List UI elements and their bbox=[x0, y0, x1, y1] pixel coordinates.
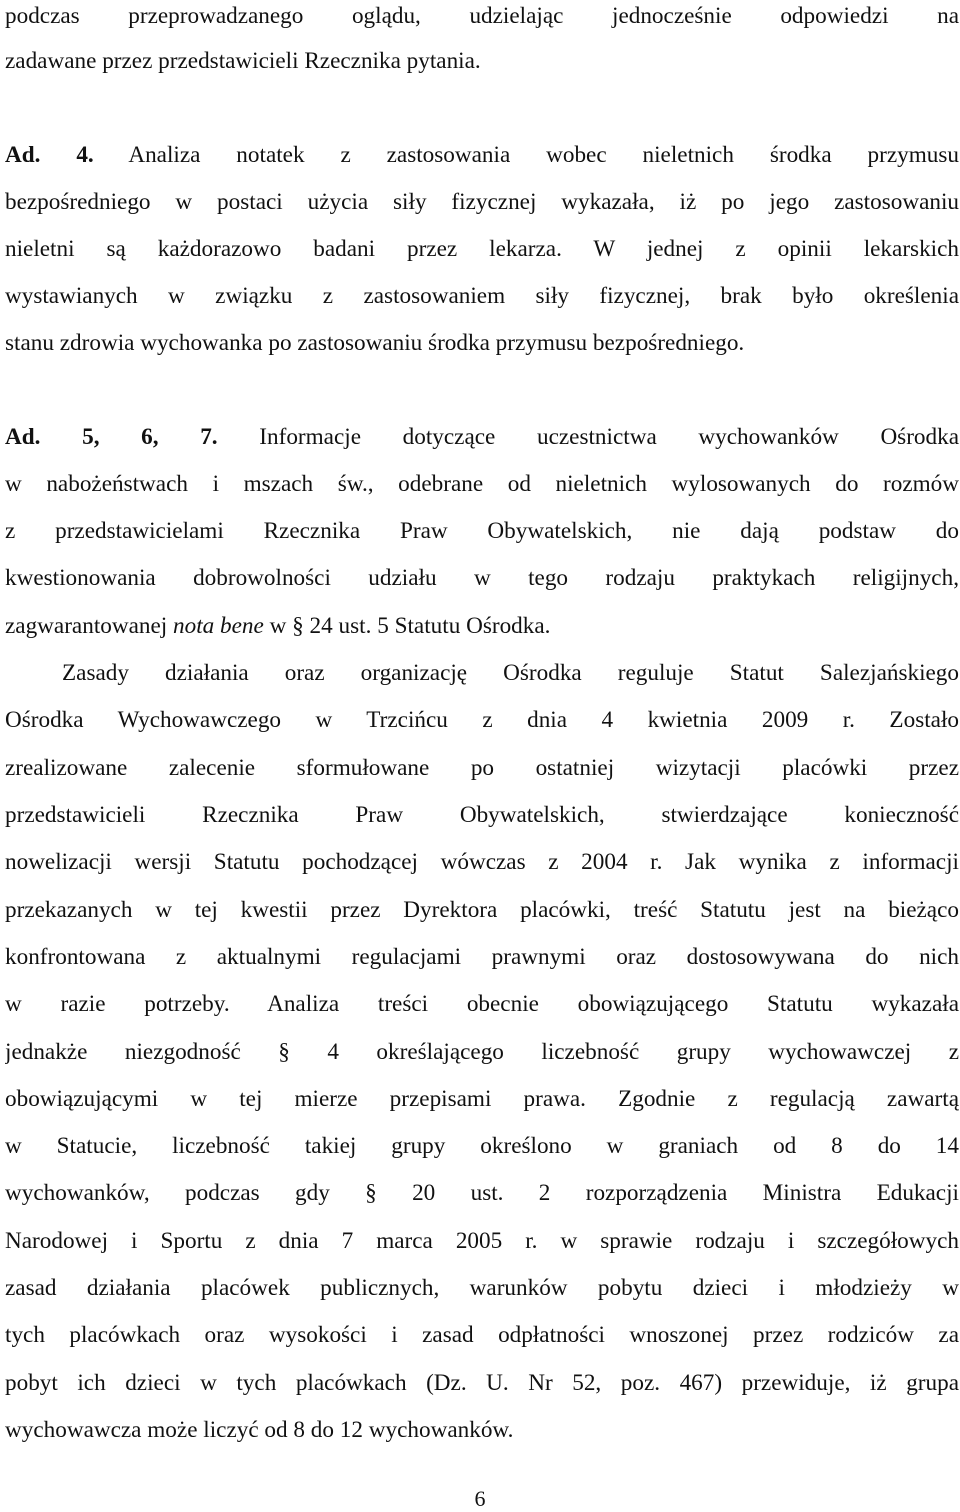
text-line: w nabożeństwach i mszach św., odebrane od nieletnich wylosowanych do rozmów bbox=[5, 471, 959, 497]
text-span: Informacje dotyczące uczestnictwa wychowanków Ośrodka bbox=[259, 424, 959, 450]
text-span: Analiza notatek z zastosowania wobec nieletnich środka przymusu bbox=[128, 142, 959, 168]
text-line: przedstawicieli Rzecznika Praw Obywatelskich, stwierdzające konieczność bbox=[5, 802, 959, 828]
text-line: w Statucie, liczebność takiej grupy określono w graniach od 8 do 14 bbox=[5, 1133, 959, 1159]
text-line: tych placówkach oraz wysokości i zasad odpłatności wnoszonej przez rodziców za bbox=[5, 1322, 959, 1348]
italic-phrase: nota bene bbox=[173, 613, 264, 639]
text-span: w § 24 ust. 5 Statutu Ośrodka. bbox=[269, 613, 551, 639]
paragraph-ad-5-6-7-last-line bbox=[5, 610, 959, 642]
text-line: jednakże niezgodność § 4 określającego liczebność grupy wychowawczej z bbox=[5, 1039, 959, 1065]
text-line: wystawianych w związku z zastosowaniem siły fizycznej, brak było określenia bbox=[5, 283, 959, 309]
text-line: zasad działania placówek publicznych, warunków pobytu dzieci i młodzieży w bbox=[5, 1275, 959, 1301]
text-line: wychowawcza może liczyć od 8 do 12 wychowanków. bbox=[5, 1417, 514, 1443]
text-line: Zasady działania oraz organizację Ośrodka reguluje Statut Salezjańskiego bbox=[62, 660, 959, 686]
text-line: zadawane przez przedstawicieli Rzecznika pytania. bbox=[5, 48, 481, 74]
text-line: zrealizowane zalecenie sformułowane po ostatniej wizytacji placówki przez bbox=[5, 755, 959, 781]
text-line: pobyt ich dzieci w tych placówkach (Dz. U. Nr 52, poz. 467) przewiduje, iż grupa bbox=[5, 1370, 959, 1396]
text-line: z przedstawicielami Rzecznika Praw Obywatelskich, nie dają podstaw do bbox=[5, 518, 959, 544]
text-line: wychowanków, podczas gdy § 20 ust. 2 rozporządzenia Ministra Edukacji bbox=[5, 1180, 959, 1206]
paragraph-ad-5-6-7-first-line bbox=[5, 421, 959, 453]
page-number: 6 bbox=[474, 1486, 486, 1511]
text-line: nieletni są każdorazowo badani przez lekarza. W jednej z opinii lekarskich bbox=[5, 236, 959, 262]
text-line: obowiązującymi w tej mierze przepisami prawa. Zgodnie z regulacją zawartą bbox=[5, 1086, 959, 1112]
text-span: zagwarantowanej bbox=[5, 613, 168, 639]
text-line: przekazanych w tej kwestii przez Dyrektora placówki, treść Statutu jest na bieżąco bbox=[5, 897, 959, 923]
text-line: w razie potrzeby. Analiza treści obecnie obowiązującego Statutu wykazała bbox=[5, 991, 959, 1017]
text-line: podczas przeprowadzanego oglądu, udzielając jednocześnie odpowiedzi na bbox=[5, 3, 959, 29]
text-line: nowelizacji wersji Statutu pochodzącej wówczas z 2004 r. Jak wynika z informacji bbox=[5, 849, 959, 875]
text-line: Ośrodka Wychowawczego w Trzcińcu z dnia 4 kwietnia 2009 r. Zostało bbox=[5, 707, 959, 733]
text-line: kwestionowania dobrowolności udziału w tego rodzaju praktykach religijnych, bbox=[5, 565, 959, 591]
text-line: stanu zdrowia wychowanka po zastosowaniu środka przymusu bezpośredniego. bbox=[5, 330, 745, 356]
text-line: konfrontowana z aktualnymi regulacjami prawnymi oraz dostosowywana do nich bbox=[5, 944, 959, 970]
text-line: Narodowej i Sportu z dnia 7 marca 2005 r. w sprawie rodzaju i szczegółowych bbox=[5, 1228, 959, 1254]
text-line: bezpośredniego w postaci użycia siły fizycznej wykazała, iż po jego zastosowaniu bbox=[5, 189, 959, 215]
paragraph-ad-4-first-line bbox=[5, 139, 959, 171]
paragraph-marker: Ad. 5, 6, 7. bbox=[5, 424, 218, 450]
paragraph-marker: Ad. 4. bbox=[5, 142, 94, 168]
